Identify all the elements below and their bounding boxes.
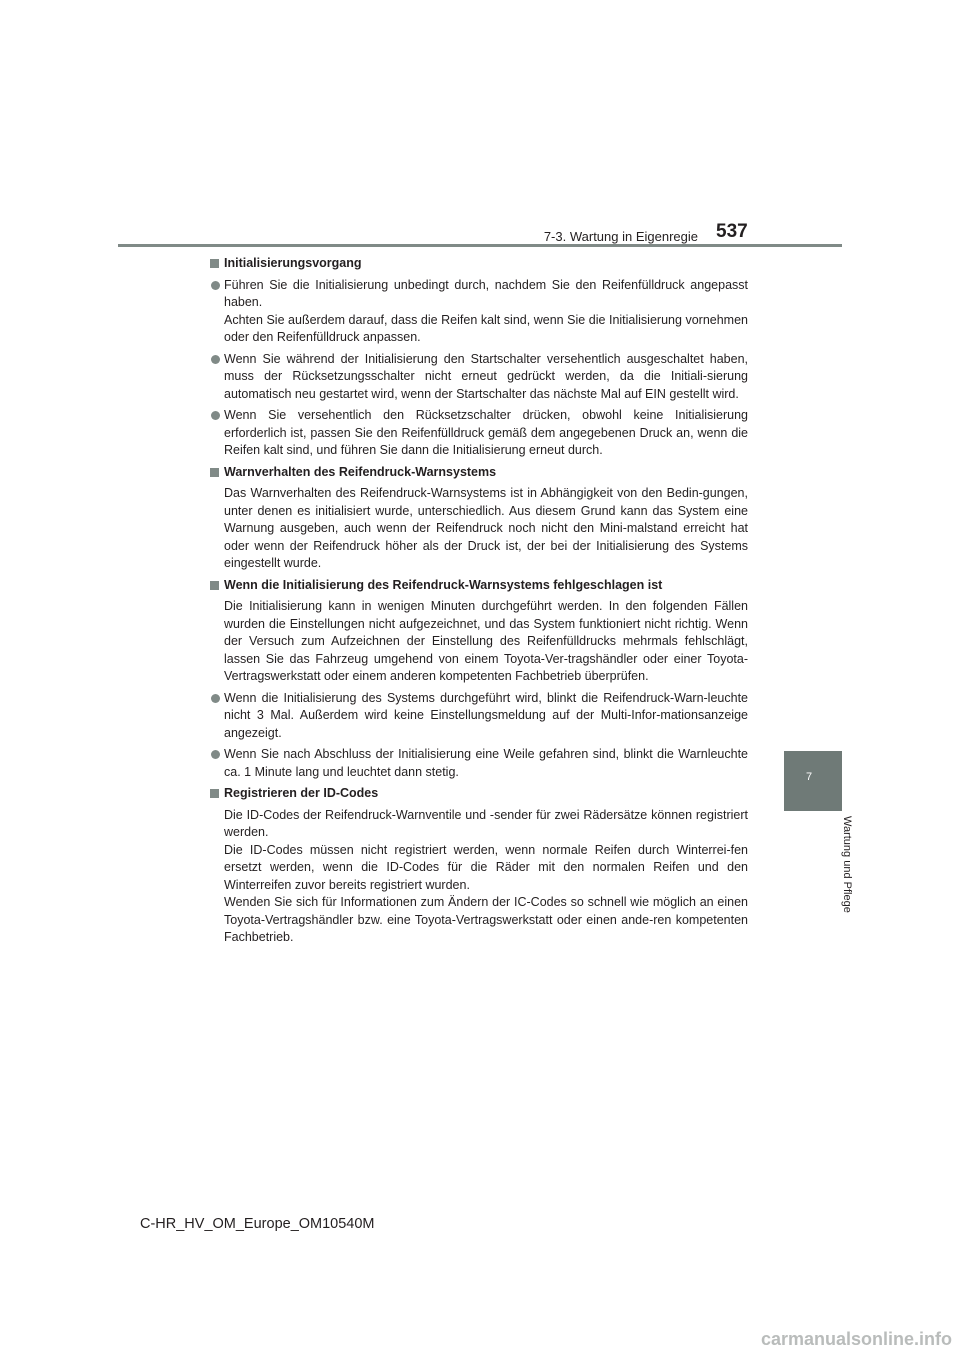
- section: [210, 255, 748, 460]
- text-line: Wenn Sie versehentlich den Rücksetzschalter drücken, obwohl keine Initialisierung erforderlich ist, passen Sie den Reifenfülldruck gemäß dem angegebenen Druck an, wenn die Reifen kalt sind, und führen Sie dann die Initialisierung erneut durch.: [224, 408, 748, 457]
- section-heading: [210, 255, 748, 273]
- page-number: 537: [716, 221, 748, 242]
- page-content: [210, 255, 748, 951]
- section-heading: [210, 785, 748, 803]
- circle-bullet-icon: [211, 355, 220, 364]
- chapter-tab[interactable]: [784, 751, 842, 811]
- section-heading-text: Registrieren der ID-Codes: [224, 786, 379, 800]
- watermark: carmanualsonline.info: [760, 1329, 952, 1349]
- paragraph: [210, 807, 748, 947]
- chapter-number: 7: [806, 771, 813, 783]
- circle-bullet-icon: [211, 750, 220, 759]
- text-line: Wenn Sie während der Initialisierung den Startschalter versehentlich ausgeschaltet haben, muss der Rücksetzungsschalter nicht erneut gedrückt werden, da die Initiali-sierung automatisch neu gestartet wird, wenn der Startschalter das nächste Mal auf EIN gestellt wird.: [224, 351, 748, 401]
- text-line: Das Warnverhalten des Reifendruck-Warnsystems ist in Abhängigkeit von den Bedin-gungen, unter denen es initialisiert wurde, unterschiedlich. Aus diesem Grund kann das System eine Warnung ausgeben, auch wenn der Reifendruck noch nicht den Mini-malstand erreicht hat oder wenn der Reifendruck höher als der Druck ist, der bei der Initialisierung des Systems eingestellt wurde.: [224, 486, 748, 570]
- chapter-label: Wartung und Pflege: [841, 816, 853, 913]
- bullet-item: [210, 351, 748, 404]
- bullet-item: [210, 690, 748, 743]
- paragraph: [210, 598, 748, 686]
- section-heading: [210, 577, 748, 595]
- text-line: Führen Sie die Initialisierung unbedingt durch, nachdem Sie den Reifenfülldruck angepasst haben.: [224, 277, 748, 309]
- text-line: Wenn die Initialisierung des Systems durchgeführt wird, blinkt die Reifendruck-Warn-leuchte nicht 3 Mal. Außerdem wird keine Einstellungsmeldung auf der Multi-Infor-mationsanzeige angezeigt.: [224, 690, 748, 740]
- circle-bullet-icon: [211, 694, 220, 703]
- text-line: Die Initialisierung kann in wenigen Minuten durchgeführt werden. In den folgenden Fällen wurden die Einstellungen nicht aufgezeichnet, und das System funktioniert nicht richtig. Wenn der Versuch zum Aufzeichnen der Einstellung des Reifenfülldrucks mehrmals fehlschlägt, lassen Sie das Fahrzeug umgehend von einem Toyota-Ver-tragshändler oder einer Toyota-Vertragswerkstatt oder einem anderen kompetenten Fachbetrieb überprüfen.: [224, 599, 748, 683]
- paragraph: [210, 485, 748, 573]
- circle-bullet-icon: [211, 411, 220, 420]
- square-bullet-icon: [210, 468, 219, 477]
- text-line: Die ID-Codes müssen nicht registriert werden, wenn normale Reifen durch Winterrei-fen ersetzt werden, wenn die ID-Codes für die Räder mit den normalen Reifen und den Winterreifen zuvor bereits registriert wurden.: [224, 842, 748, 892]
- text-line: Wenden Sie sich für Informationen zum Ändern der IC-Codes so schnell wie möglich an einen Toyota-Vertragshändler bzw. eine Toyota-Vertragswerkstatt oder einen ande-ren kompetenten Fachbetrieb.: [224, 895, 748, 944]
- section-heading-text: Warnverhalten des Reifendruck-Warnsystems: [224, 464, 497, 479]
- text-line: Die ID-Codes der Reifendruck-Warnventile und -sender für zwei Rädersätze können registriert werden.: [224, 807, 748, 839]
- square-bullet-icon: [210, 259, 219, 268]
- section-heading-text: Initialisierungsvorgang: [224, 256, 362, 270]
- document-code: C-HR_HV_OM_Europe_OM10540M: [140, 1216, 375, 1232]
- page-header: [0, 0, 960, 250]
- section-heading: [210, 464, 748, 482]
- circle-bullet-icon: [211, 281, 220, 290]
- section: [210, 577, 748, 782]
- section: [210, 785, 748, 947]
- bullet-item: [210, 407, 748, 460]
- square-bullet-icon: [210, 581, 219, 590]
- bullet-item: [210, 277, 748, 347]
- section-title: 7-3. Wartung in Eigenregie: [543, 229, 698, 244]
- header-rule: [118, 244, 842, 247]
- bullet-item: [210, 746, 748, 781]
- section: [210, 464, 748, 573]
- square-bullet-icon: [210, 789, 219, 798]
- text-line: Wenn Sie nach Abschluss der Initialisierung eine Weile gefahren sind, blinkt die Warnleuchte ca. 1 Minute lang und leuchtet dann stetig.: [224, 747, 748, 779]
- section-heading-text: Wenn die Initialisierung des Reifendruck-Warnsystems fehlgeschlagen ist: [224, 577, 663, 592]
- text-line: Achten Sie außerdem darauf, dass die Reifen kalt sind, wenn Sie die Initialisierung vornehmen oder den Reifenfülldruck anpassen.: [224, 312, 748, 344]
